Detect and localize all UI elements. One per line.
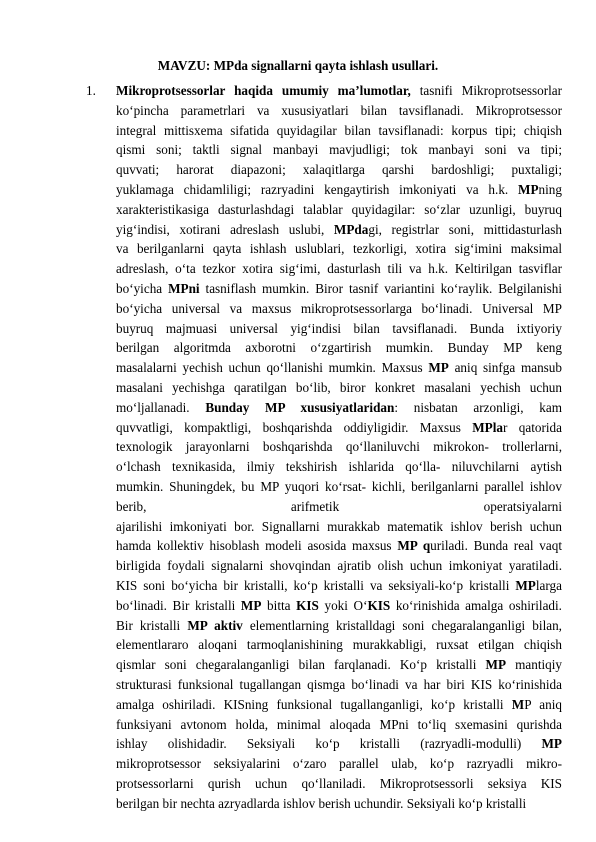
- bold-text-run: MP: [485, 657, 507, 673]
- text-run: berilgan algoritmda axborotni o‘zgartirish mumkin. Bunday MP keng: [116, 340, 562, 356]
- list-number: 1.: [86, 83, 96, 98]
- text-run: strukturasi funksional tugallangan qismga bo‘linadi va har biri KIS ko‘rinishida: [116, 676, 562, 692]
- bold-text-run: Bunday MP xususiyatlaridan: [205, 399, 395, 415]
- bold-text-run: MP: [240, 597, 262, 613]
- text-line: [116, 457, 562, 477]
- bold-text-run: MP: [515, 577, 536, 593]
- text-line: [116, 774, 562, 794]
- text-run: xarakteristikasiga dasturlashdagi talablar quyidagilar: so‘zlar uzunligi, buyruq: [116, 201, 562, 217]
- text-run: o‘lchash texnikasida, ilmiy tekshirish ishlarida qo‘lla- niluvchilarni aytish: [116, 459, 562, 475]
- text-run: protsessorlarni qurish uchun qo‘llaniladi. Mikroprotsessorli seksiya KIS: [116, 775, 562, 791]
- bold-text-run: M: [511, 696, 525, 712]
- text-run: mantiqiy: [506, 657, 562, 673]
- text-run: tasnifi Mikroprotsessorlar: [410, 83, 562, 98]
- bold-text-run: MPni: [168, 280, 200, 296]
- text-run: Bir kristalli: [116, 617, 188, 633]
- bold-text-run: MP q: [397, 538, 431, 554]
- bold-text-run: MPda: [333, 221, 369, 237]
- text-run: ning: [538, 181, 562, 197]
- text-line: [116, 279, 562, 299]
- text-run: bo‘linadi. Bir kristalli: [116, 597, 241, 613]
- text-run: KIS soni bo‘yicha bir kristalli, ko‘p kristalli va seksiyali-ko‘p kristalli: [116, 577, 516, 593]
- text-run: buyruq majmuasi universal yig‘indisi bilan tavsiflanadi. Bunda ixtiyoriy: [116, 320, 562, 336]
- bold-text-run: MP: [518, 181, 539, 197]
- text-run: masalani yechishga qaratilgan bo‘lib, biror konkret masalani yechish uchun: [116, 379, 562, 395]
- text-line: [116, 715, 562, 735]
- text-line: [116, 418, 562, 438]
- text-line: [116, 477, 562, 497]
- text-line: [116, 338, 562, 358]
- text-run: elementlararo aloqani tarmoqlanishining murakkabligi, ruxsat etilgan chiqish: [116, 637, 562, 653]
- text-line: [116, 220, 562, 240]
- text-line: [116, 180, 562, 200]
- bold-text-run: MP aktiv: [187, 617, 243, 633]
- text-run: berib, arifmetik operatsiyalarni: [116, 498, 562, 514]
- text-run: masalalarni yechish uchun qo‘llanishi mumkin. Maxsus: [116, 360, 429, 376]
- text-run: yig‘indisi, xotirani adreslash uslubi,: [116, 221, 334, 237]
- text-line: [116, 794, 562, 814]
- text-line: [116, 635, 562, 655]
- text-run: quvvatligi, kompaktligi, boshqarishda oddiyligidir. Maxsus: [116, 419, 473, 435]
- text-run: mikroprotsessor seksiyalarini o‘zaro parallel ulab, ko‘p razryadli mikro-: [116, 756, 562, 772]
- text-run: ko‘rinishida amalga oshiriladi.: [390, 597, 562, 613]
- text-run: yuklamaga chidamliligi; razryadini kengaytirish imkoniyati va h.k.: [116, 181, 519, 197]
- text-run: tasniflash mumkin. Biror tasnif variantini ko‘raylik. Belgilanishi: [199, 280, 562, 296]
- text-run: bitta: [261, 597, 297, 613]
- text-line: [116, 675, 562, 695]
- text-run: larga: [535, 577, 562, 593]
- text-run: adreslash, o‘ta tezkor xotira sig‘imi, dasturlash tili va h.k. Keltirilgan tasviflar: [116, 261, 562, 277]
- text-run: funksiyani avtonom holda, minimal aloqada MPni to‘liq sxemasini qurishda: [116, 716, 562, 732]
- text-line: [116, 536, 562, 556]
- text-run: bo‘yicha universal va maxsus mikroprotsessorlarga bo‘linadi. Universal MP: [116, 300, 562, 316]
- text-run: uriladi. Bunda real vaqt: [430, 538, 562, 554]
- text-run: berilgan bir nechta azryadlarda ishlov berish uchundir. Seksiyali ko‘p kristalli: [116, 795, 527, 811]
- text-run: : nisbatan arzonligi, kam: [394, 399, 562, 415]
- text-line: [116, 140, 562, 160]
- text-line: [116, 616, 562, 636]
- text-line: [116, 517, 562, 537]
- text-line: [116, 556, 562, 576]
- text-run: r qatorida: [503, 419, 562, 435]
- text-run: qismi soni; taktli signal manbayi mavjudligi; tok manbayi soni va tipi;: [116, 142, 562, 158]
- text-run: va berilganlarni qayta ishlash uslublari, tezkorligi, xotira sig‘imini maksimal: [116, 241, 562, 257]
- page-title: MAVZU: MPda signallarni qayta ishlash usullari.: [157, 58, 439, 73]
- text-run: bo‘yicha: [116, 280, 169, 296]
- text-run: texnologik jarayonlarni boshqarishda qo‘llaniluvchi mikrokon- trollerlarni,: [116, 439, 562, 455]
- text-line: [116, 319, 562, 339]
- text-run: amalga oshiriladi. KISning funksional tugallanganligi, ko‘p kristalli: [116, 696, 512, 712]
- text-run: P aniq: [524, 696, 562, 712]
- text-line: [116, 596, 562, 616]
- text-line: [116, 437, 562, 457]
- text-line: [116, 378, 562, 398]
- text-line: [116, 497, 562, 517]
- text-run: ishlay olishidadir. Seksiyali ko‘p kristalli (razryadli-modulli): [116, 736, 542, 752]
- text-run: hamda kollektiv hisoblash modeli asosida maxsus: [116, 538, 398, 554]
- text-run: ko‘pincha parametrlari va xususiyatlari bilan tavsiflanadi. Mikroprotsessor: [116, 102, 562, 118]
- text-line: [116, 358, 562, 378]
- text-line: [116, 259, 562, 279]
- bold-text-run: KIS: [367, 597, 391, 613]
- bold-text-run: KIS: [296, 597, 319, 613]
- text-line: [116, 734, 562, 754]
- bold-text-run: MP: [428, 360, 449, 376]
- bold-text-run: MPla: [472, 419, 503, 435]
- text-run: elementlarning kristalldagi soni chegaralanganligi bilan,: [242, 617, 562, 633]
- text-line: [116, 695, 562, 715]
- bold-text-run: MP: [541, 736, 562, 752]
- text-line: [116, 754, 562, 774]
- text-run: birligida foydali signalarni shovqindan ajratib olish uchun imkoniyat yaratiladi.: [116, 558, 562, 574]
- bold-text-run: Mikroprotsessorlar haqida umumiy ma’lumotlar,: [116, 83, 411, 98]
- text-run: yoki O‘: [318, 597, 368, 613]
- text-line: [116, 655, 562, 675]
- text-line: [116, 239, 562, 259]
- text-line: [116, 160, 562, 180]
- text-run: aniq sinfga mansub: [448, 360, 562, 376]
- text-line: [116, 576, 562, 596]
- text-run: mo‘ljallanadi.: [116, 399, 206, 415]
- text-run: qismlar soni chegaralanganligi bilan farqlanadi. Ko‘p kristalli: [116, 657, 486, 673]
- text-line: [116, 81, 562, 101]
- text-line: [116, 101, 562, 121]
- text-line: [116, 121, 562, 141]
- text-run: integral mittisxema sifatida quyidagilar bilan tavsiflanadi: korpus tipi; chiqish: [116, 122, 562, 138]
- text-run: ajarilishi imkoniyati bor. Signallarni murakkab matematik ishlov berish uchun: [116, 518, 562, 534]
- text-line: [116, 299, 562, 319]
- text-line: [116, 200, 562, 220]
- text-run: gi, registrlar soni, mittidasturlash: [368, 221, 562, 237]
- text-run: mumkin. Shuningdek, bu MP yuqori ko‘rsat- kichli, berilganlarni parallel ishlov: [116, 478, 562, 494]
- text-run: quvvati; harorat diapazoni; xalaqitlarga qarshi bardoshligi; puxtaligi;: [116, 162, 562, 178]
- text-line: [116, 398, 562, 418]
- section-body: [116, 81, 562, 813]
